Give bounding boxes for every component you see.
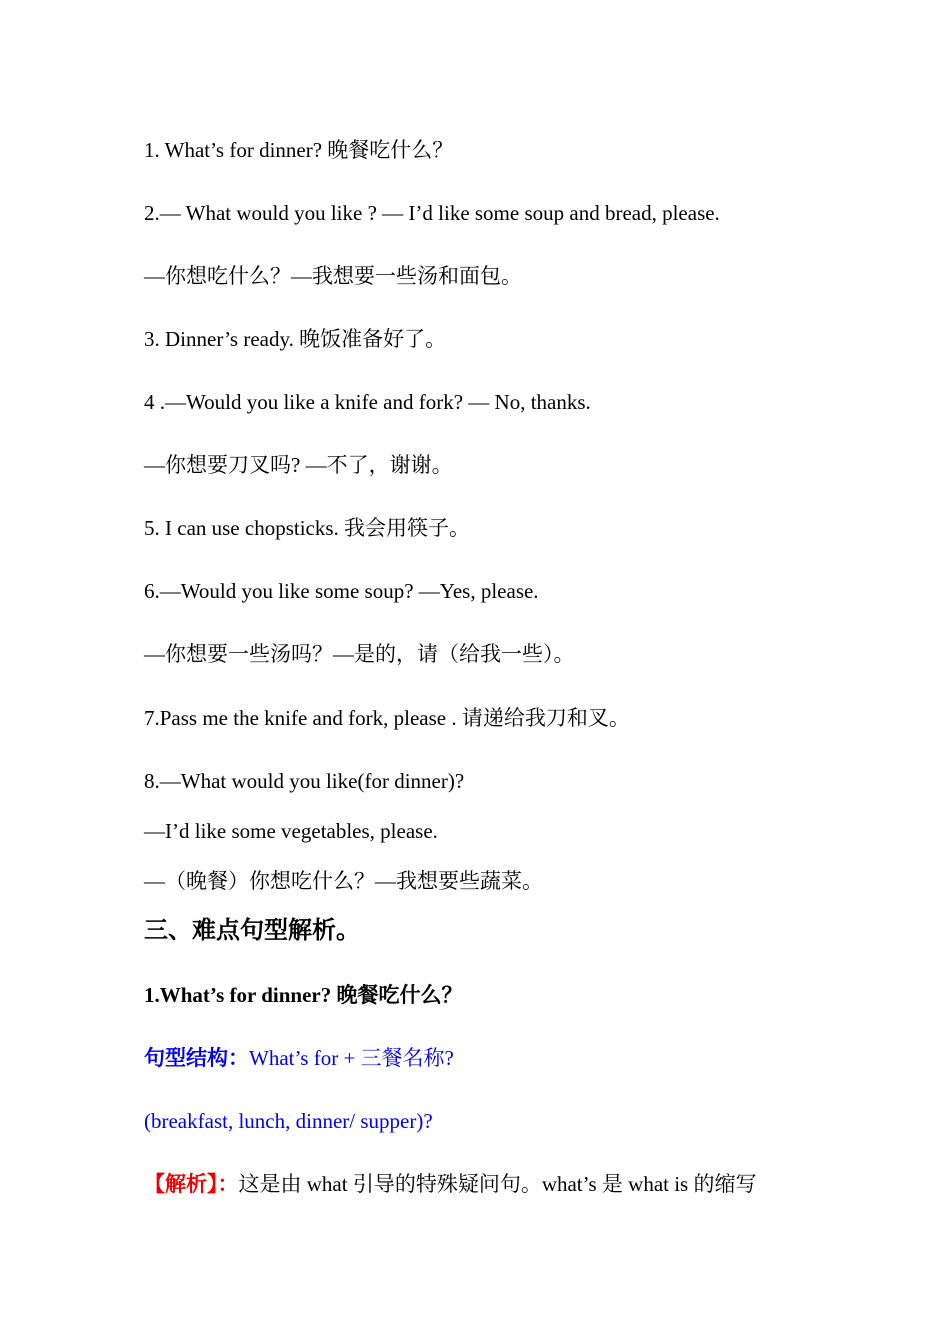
sentence-1: 1. What’s for dinner? 晚餐吃什么？: [144, 138, 454, 162]
sub-heading: 1.What’s for dinner? 晚餐吃什么？: [144, 983, 463, 1007]
structure-line: [144, 1044, 454, 1072]
sentence-4: 4 .—Would you like a knife and fork? — No, thanks.: [144, 390, 591, 414]
sentence-6-translation: —你想要一些汤吗？—是的，请（给我一些）。: [144, 642, 575, 666]
structure-text-2: (breakfast, lunch, dinner/ supper)?: [144, 1109, 433, 1133]
section-heading: 三、难点句型解析。: [144, 918, 360, 944]
sentence-5: 5. I can use chopsticks. 我会用筷子。: [144, 516, 471, 540]
structure-label: 句型结构：: [144, 1046, 249, 1070]
sentence-8: 8.—What would you like(for dinner)?: [144, 769, 465, 793]
sentence-7: 7.Pass me the knife and fork, please . 请递给我刀和叉。: [144, 706, 630, 730]
sentence-4-translation: —你想要刀叉吗? —不了，谢谢。: [144, 453, 453, 477]
sentence-6: 6.—Would you like some soup? —Yes, please.: [144, 579, 539, 603]
sentence-2: 2.— What would you like ? — I’d like some soup and bread, please.: [144, 201, 720, 225]
sentence-8-translation: —（晚餐）你想吃什么？—我想要些蔬菜。: [144, 869, 543, 893]
analysis-line: [144, 1170, 756, 1198]
structure-text: What’s for + 三餐名称?: [249, 1046, 454, 1070]
sentence-3: 3. Dinner’s ready. 晚饭准备好了。: [144, 327, 447, 351]
sentence-8-answer: —I’d like some vegetables, please.: [144, 819, 438, 843]
sentence-2-translation: —你想吃什么？—我想要一些汤和面包。: [144, 264, 522, 288]
analysis-text: 这是由 what 引导的特殊疑问句。what’s 是 what is 的缩写: [238, 1172, 757, 1196]
analysis-label: 【解析】：: [144, 1172, 239, 1196]
